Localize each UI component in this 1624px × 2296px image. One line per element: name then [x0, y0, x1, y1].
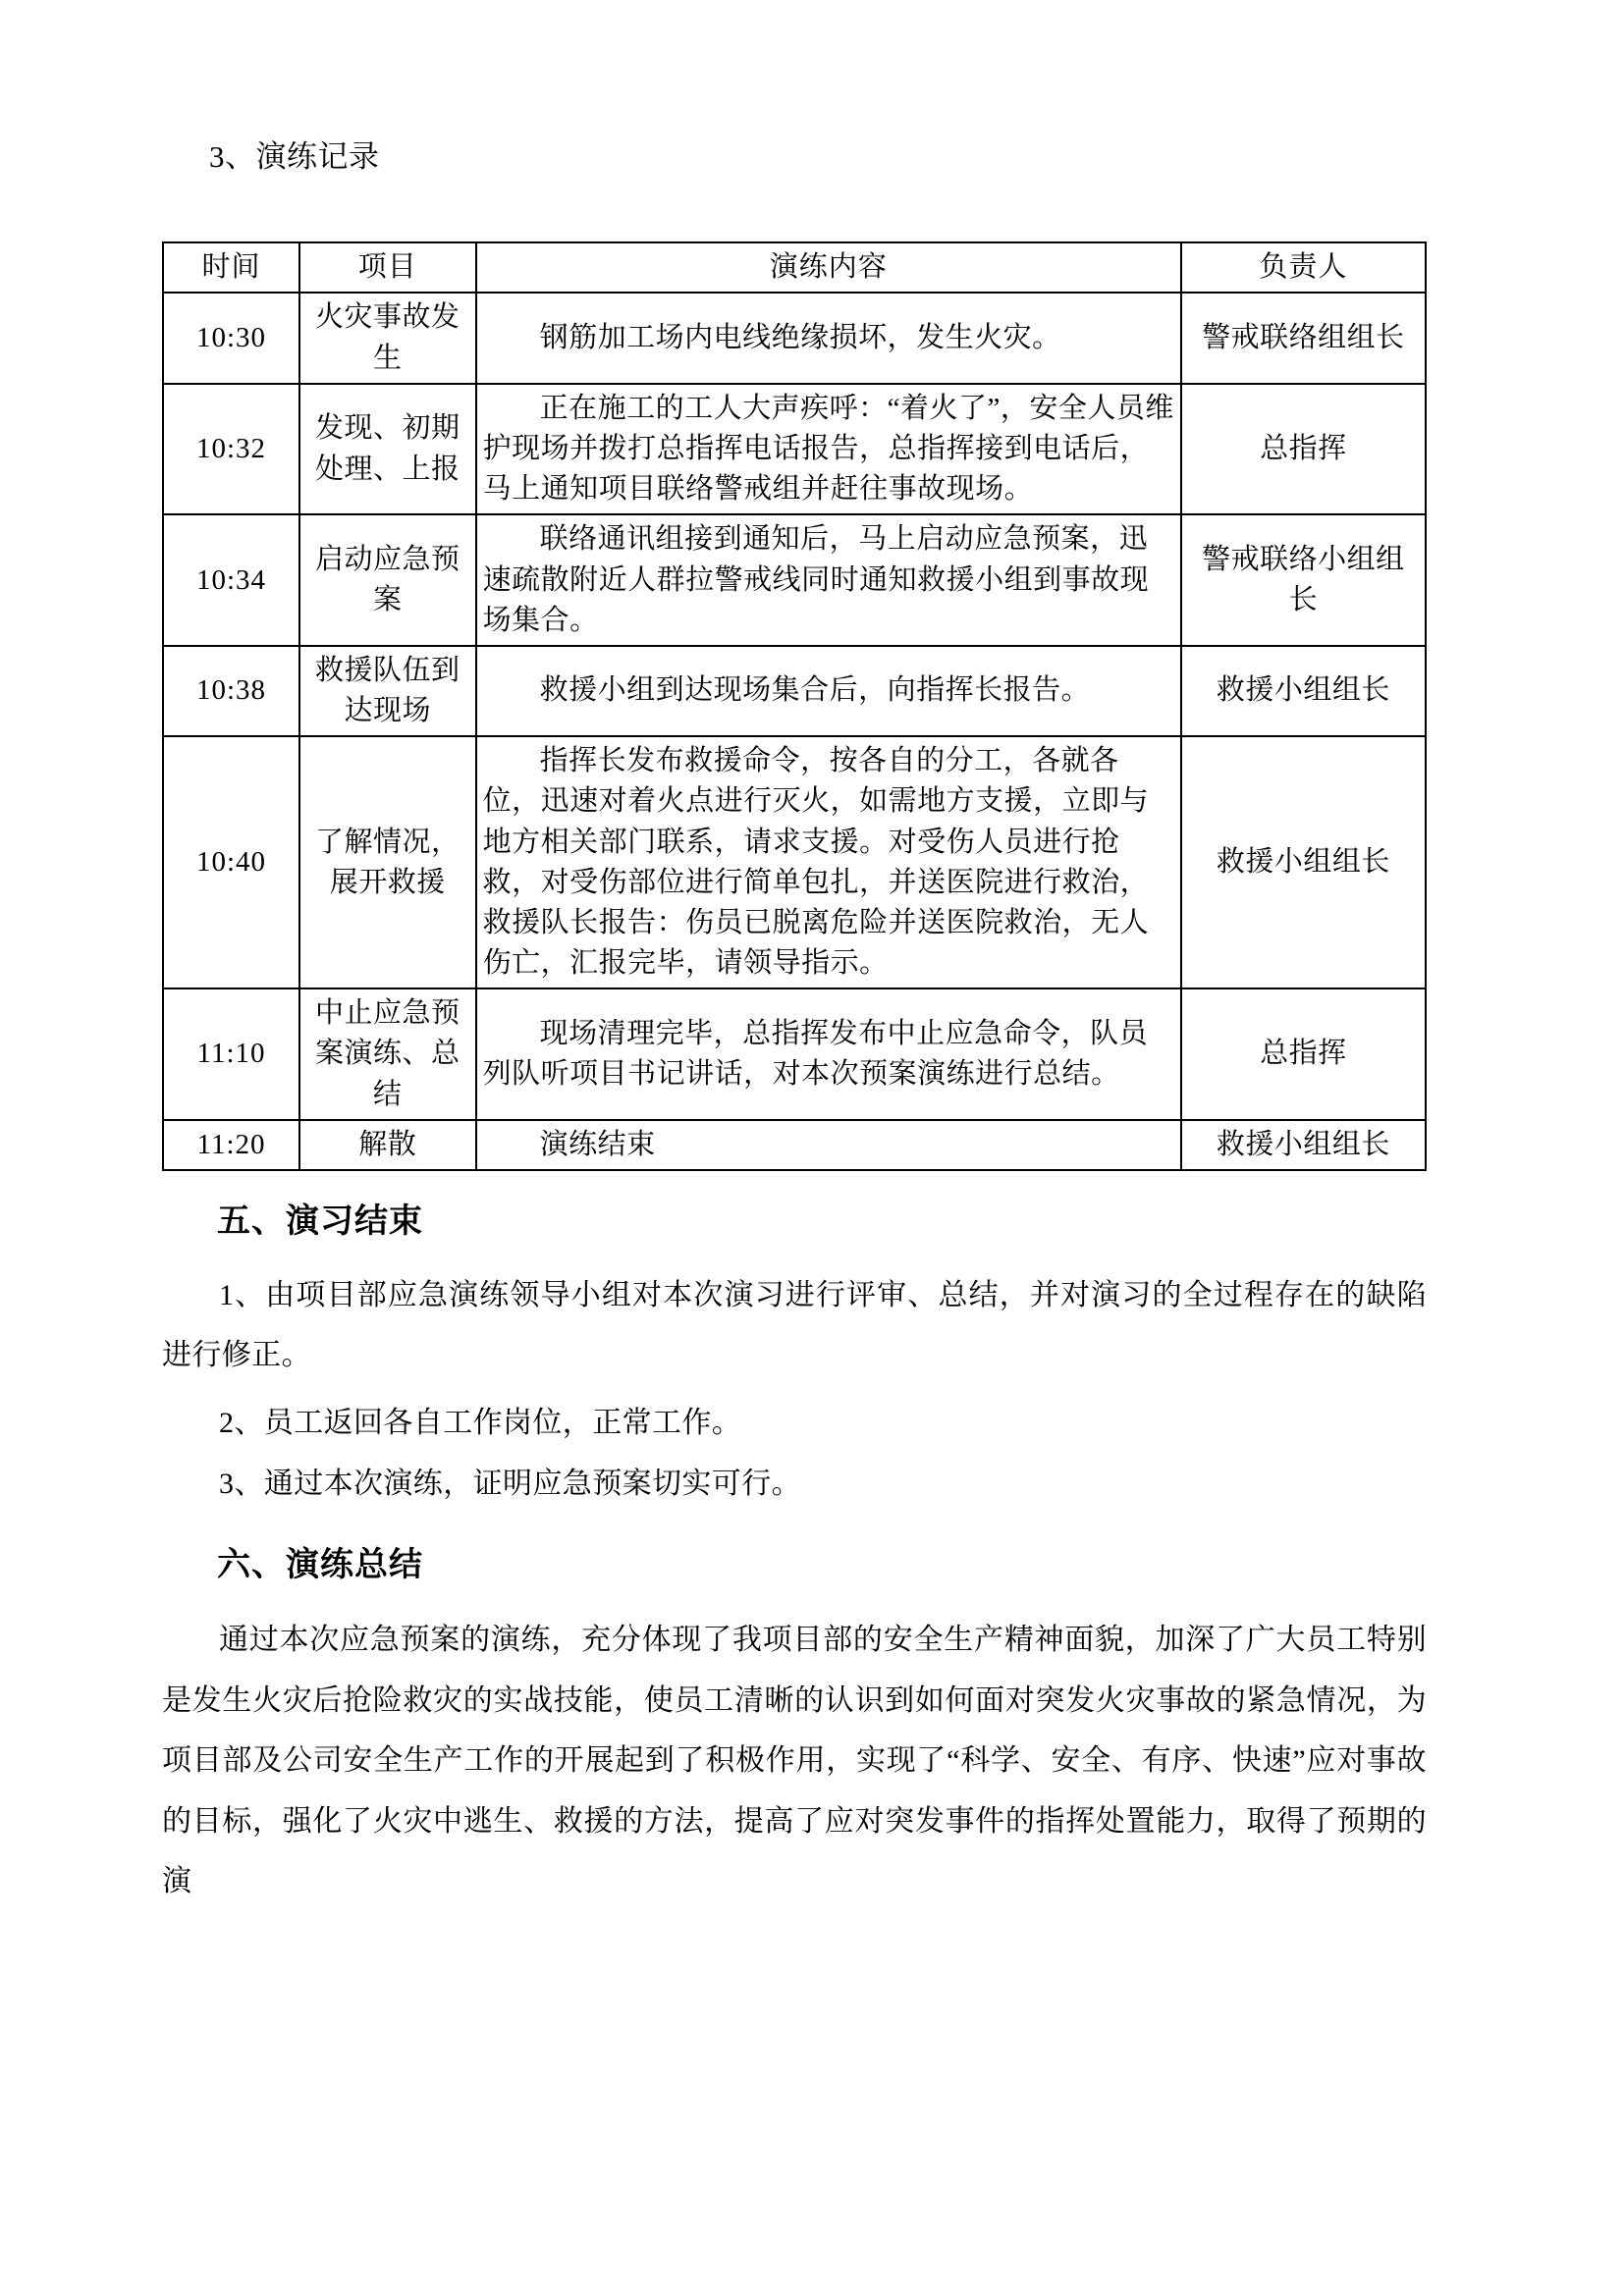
- cell-owner: 警戒联络小组组长: [1181, 514, 1426, 646]
- drill-record-table: [162, 241, 1427, 1171]
- cell-content: 联络通讯组接到通知后，马上启动应急预案，迅速疏散附近人群拉警戒线同时通知救援小组到事故现场集合。: [476, 514, 1181, 646]
- cell-item: 发现、初期处理、上报: [299, 384, 476, 515]
- paragraph-five-1: 1、由项目部应急演练领导小组对本次演习进行评审、总结，并对演习的全过程存在的缺陷进行修正。: [162, 1278, 1427, 1371]
- column-header-item: 项目: [299, 242, 476, 293]
- cell-time: 10:38: [163, 646, 299, 736]
- column-header-owner: 负责人: [1181, 242, 1426, 293]
- section-heading-five: 五、演习结束: [217, 1201, 423, 1241]
- table-row: [163, 514, 1426, 646]
- table-row: [163, 988, 1426, 1120]
- cell-content: 现场清理完毕，总指挥发布中止应急命令，队员列队听项目书记讲话，对本次预案演练进行总结。: [476, 988, 1181, 1120]
- document-content: [162, 0, 1427, 1912]
- cell-content: 演练结束: [476, 1120, 1181, 1170]
- table-header-row: [163, 242, 1426, 293]
- table-row: [163, 293, 1426, 383]
- section-heading-six: 六、演练总结: [217, 1544, 423, 1584]
- cell-owner: 救援小组组长: [1181, 646, 1426, 736]
- cell-owner: 总指挥: [1181, 384, 1426, 515]
- cell-item: 火灾事故发生: [299, 293, 476, 383]
- cell-item: 中止应急预案演练、总结: [299, 988, 476, 1120]
- paragraph-five-2: 2、员工返回各自工作岗位，正常工作。: [219, 1406, 742, 1439]
- table-row: [163, 736, 1426, 988]
- cell-item: 救援队伍到达现场: [299, 646, 476, 736]
- cell-time: 10:32: [163, 384, 299, 515]
- cell-owner: 警戒联络组组长: [1181, 293, 1426, 383]
- table-row: [163, 1120, 1426, 1170]
- cell-content: 救援小组到达现场集合后，向指挥长报告。: [476, 646, 1181, 736]
- cell-content: 指挥长发布救援命令，按各自的分工，各就各位，迅速对着火点进行灭火，如需地方支援，立即与地方相关部门联系，请求支援。对受伤人员进行抢救，对受伤部位进行简单包扎，并送医院进行救治，救援队长报告：伤员已脱离危险并送医院救治，无人伤亡，汇报完毕，请领导指示。: [476, 736, 1181, 988]
- paragraph-six-1: 通过本次应急预案的演练，充分体现了我项目部的安全生产精神面貌，加深了广大员工特别是发生火灾后抢险救灾的实战技能，使员工清晰的认识到如何面对突发火灾事故的紧急情况，为项目部及公司安全生产工作的开展起到了积极作用，实现了“科学、安全、有序、快速”应对事故的目标，强化了火灾中逃生、救援的方法，提高了应对突发事件的指挥处置能力，取得了预期的演: [162, 1624, 1427, 1898]
- cell-owner: 救援小组组长: [1181, 736, 1426, 988]
- cell-owner: 救援小组组长: [1181, 1120, 1426, 1170]
- table-row: [163, 384, 1426, 515]
- column-header-content: 演练内容: [476, 242, 1181, 293]
- column-header-time: 时间: [163, 242, 299, 293]
- cell-owner: 总指挥: [1181, 988, 1426, 1120]
- cell-time: 10:30: [163, 293, 299, 383]
- cell-content: 钢筋加工场内电线绝缘损坏，发生火灾。: [476, 293, 1181, 383]
- cell-item: 解散: [299, 1120, 476, 1170]
- cell-time: 10:34: [163, 514, 299, 646]
- section-sub-heading: 3、演练记录: [209, 139, 380, 174]
- cell-time: 11:10: [163, 988, 299, 1120]
- cell-time: 10:40: [163, 736, 299, 988]
- cell-item: 启动应急预案: [299, 514, 476, 646]
- table-row: [163, 646, 1426, 736]
- cell-content: 正在施工的工人大声疾呼：“着火了”，安全人员维护现场并拨打总指挥电话报告，总指挥接到电话后，马上通知项目联络警戒组并赶往事故现场。: [476, 384, 1181, 515]
- cell-item: 了解情况，展开救援: [299, 736, 476, 988]
- cell-time: 11:20: [163, 1120, 299, 1170]
- paragraph-five-3: 3、通过本次演练，证明应急预案切实可行。: [219, 1468, 801, 1501]
